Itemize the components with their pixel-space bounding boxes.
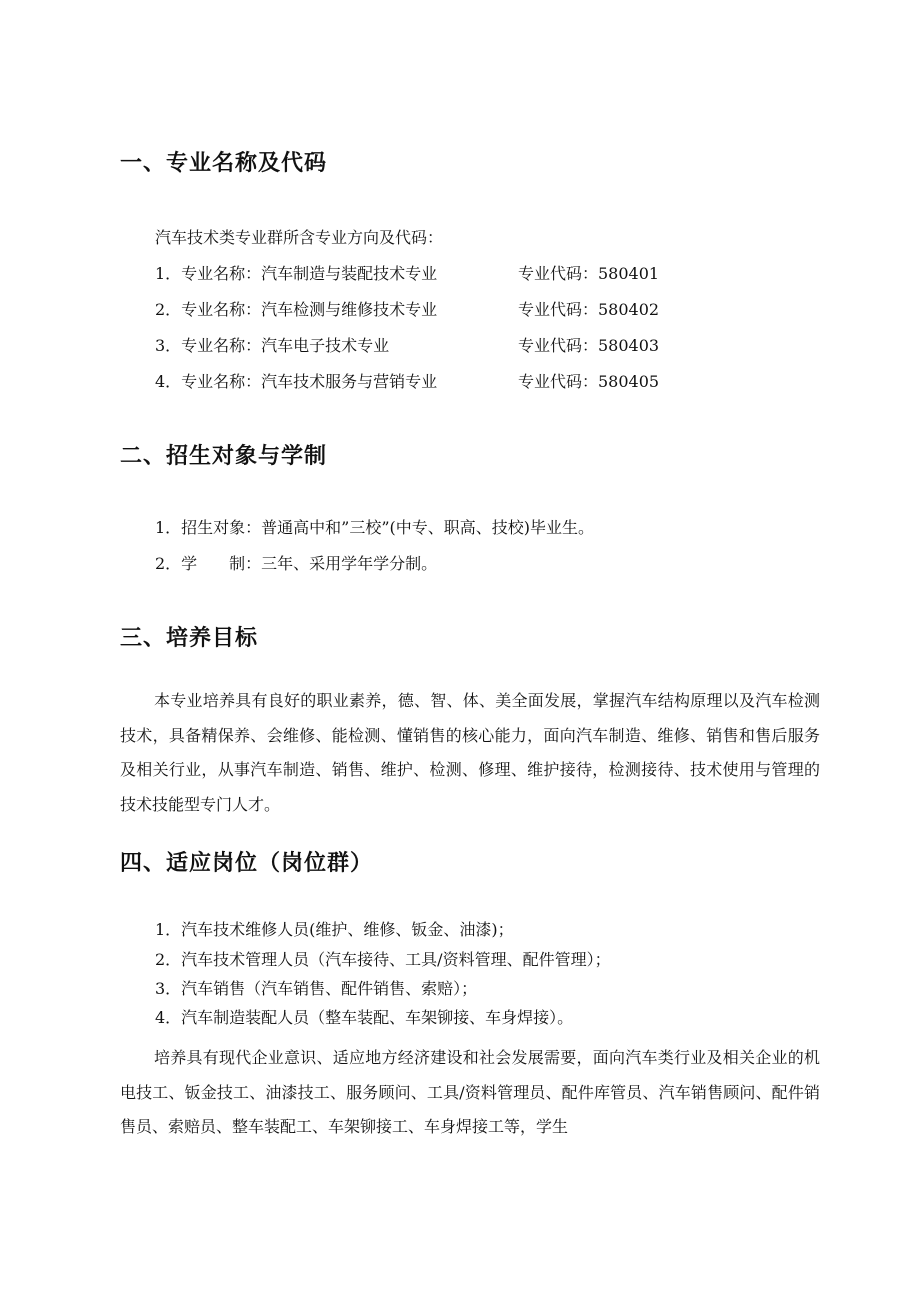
section-heading-2: 二、招生对象与学制	[120, 444, 328, 469]
section-heading-1: 一、专业名称及代码	[120, 151, 328, 176]
section-1-intro: 汽车技术类专业群所含专业方向及代码：	[155, 228, 444, 247]
section-heading-3: 三、培养目标	[120, 626, 259, 651]
training-goal-paragraph: 本专业培养具有良好的职业素养，德、智、体、美全面发展，掌握汽车结构原理以及汽车检测技术，具备精保养、会维修、能检测、懂销售的核心能力，面向汽车制造、维修、销售和售后服务及相关行业，从事汽车制造、销售、维护、检测、修理、维护接待，检测接待、技术使用与管理的技术技能型专门人才。	[120, 691, 820, 814]
major-name: 1．专业名称：汽车制造与装配技术专业	[155, 264, 438, 283]
enrollment-item-1: 1．招生对象：普通高中和”三校”(中专、职高、技校)毕业生。	[155, 518, 595, 537]
position-item-4: 4．汽车制造装配人员（整车装配、车架铆接、车身焊接）。	[155, 1008, 574, 1027]
major-code: 专业代码：580401	[518, 264, 660, 283]
major-name: 3．专业名称：汽车电子技术专业	[155, 336, 390, 355]
major-name: 4．专业名称：汽车技术服务与营销专业	[155, 372, 438, 391]
major-name: 2．专业名称：汽车检测与维修技术专业	[155, 300, 438, 319]
enrollment-item-2: 2．学 制：三年、采用学年学分制。	[155, 554, 438, 573]
section-heading-4: 四、适应岗位（岗位群）	[120, 851, 374, 876]
position-item-1: 1．汽车技术维修人员(维护、维修、钣金、油漆)；	[155, 920, 514, 939]
major-code: 专业代码：580403	[518, 336, 660, 355]
position-item-3: 3．汽车销售（汽车销售、配件销售、索赔）；	[155, 979, 478, 998]
positions-paragraph: 培养具有现代企业意识、适应地方经济建设和社会发展需要，面向汽车类行业及相关企业的机电技工、钣金技工、油漆技工、服务顾问、工具/资料管理员、配件库管员、汽车销售顾问、配件销售员、索赔员、整车装配工、车架铆接工、车身焊接工等，学生	[120, 1048, 820, 1136]
major-code: 专业代码：580405	[518, 372, 660, 391]
position-item-2: 2．汽车技术管理人员（汽车接待、工具/资料管理、配件管理）；	[155, 950, 611, 969]
major-code: 专业代码：580402	[518, 300, 660, 319]
